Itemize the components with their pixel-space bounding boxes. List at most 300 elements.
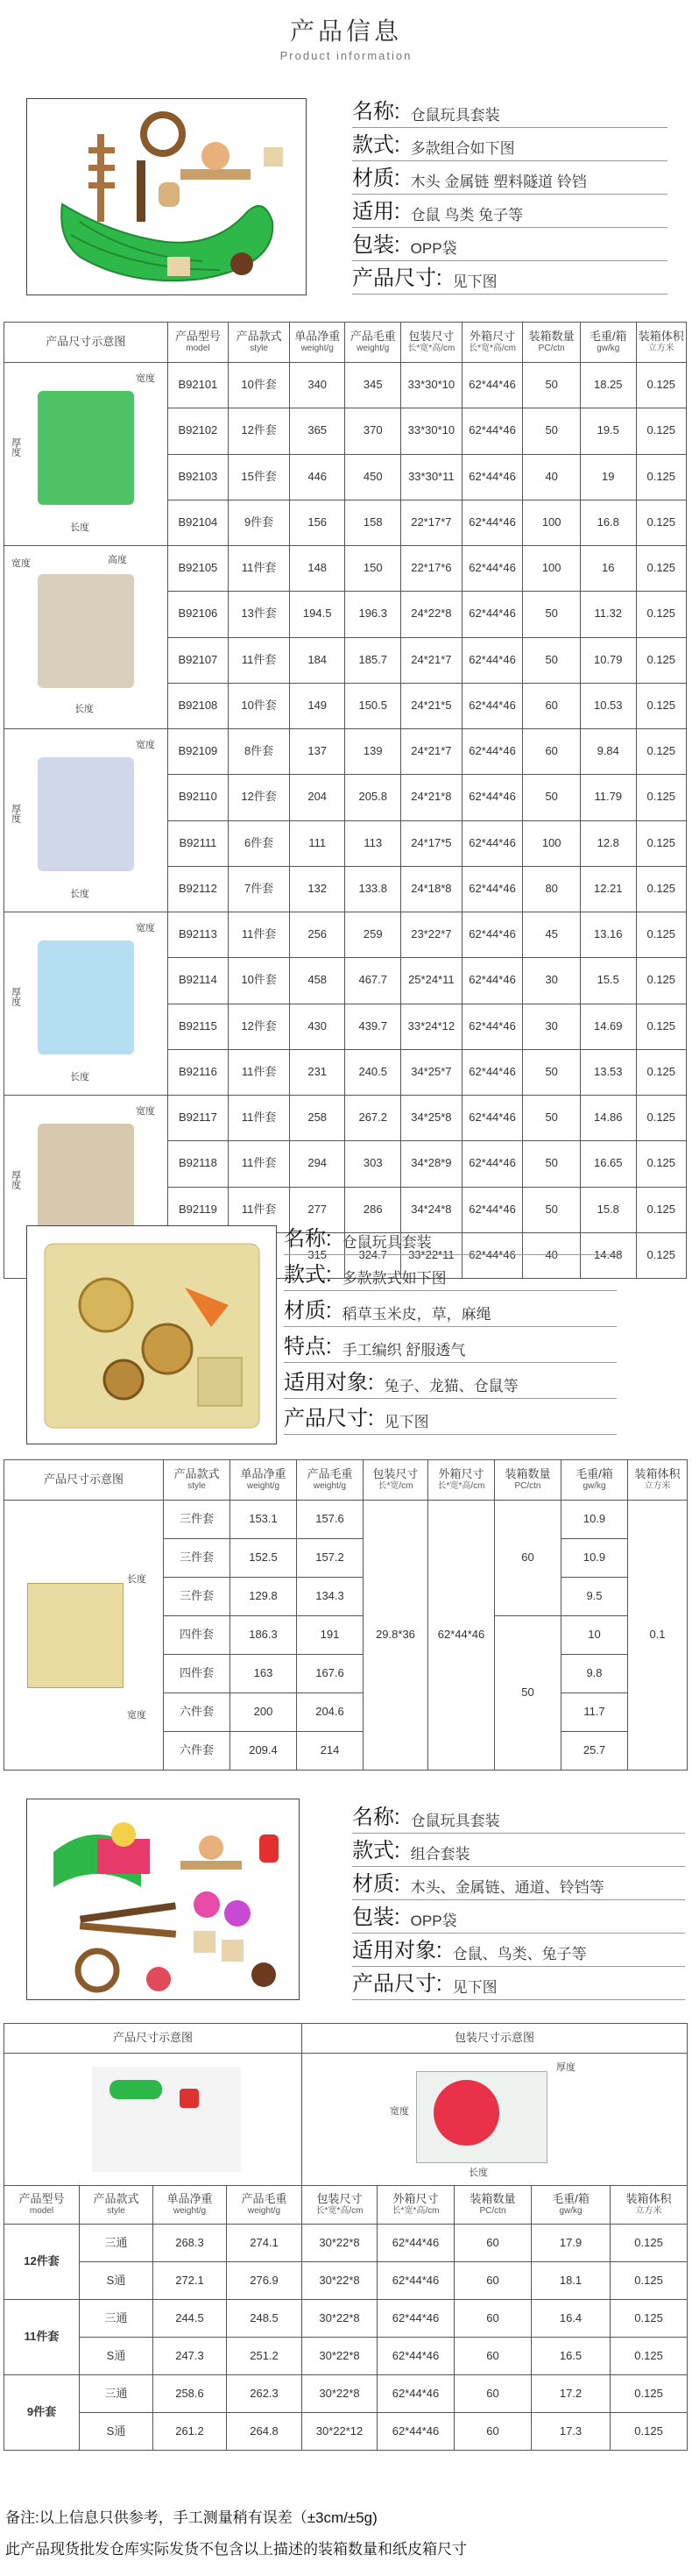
table-row	[4, 1096, 687, 1141]
cell: 184	[289, 637, 345, 683]
cell: 10.53	[580, 683, 636, 728]
info-key: 包装:	[352, 233, 400, 257]
cell: 19	[580, 454, 636, 500]
cell: 11件套	[229, 1141, 290, 1187]
cell: 100	[523, 820, 581, 866]
cell: 60	[523, 729, 581, 775]
dim-label-thickness: 厚度	[10, 987, 21, 1006]
cell: 50	[523, 1049, 581, 1095]
info-key: 包装:	[352, 1905, 400, 1929]
cell: 0.125	[636, 912, 686, 958]
cell: 132	[289, 866, 345, 912]
cell: 62*44*46	[462, 729, 523, 775]
info-value: 仓鼠玩具套装	[342, 1234, 432, 1251]
cell: 261.2	[153, 2413, 227, 2451]
cell: 294	[289, 1141, 345, 1187]
cell: 0.125	[636, 683, 686, 728]
cell: 62*44*46	[462, 500, 523, 545]
cell: 62*44*46	[428, 1501, 495, 1771]
cell: B92119	[167, 1187, 229, 1232]
cell: B92102	[167, 408, 229, 454]
cell: 303	[345, 1141, 401, 1187]
cell: 153.1	[230, 1501, 297, 1539]
cell: 0.125	[636, 1049, 686, 1095]
cell: 80	[523, 866, 581, 912]
cell: 60	[523, 683, 581, 728]
cell: B92113	[167, 912, 229, 958]
cell: 267.2	[345, 1096, 401, 1141]
cell: 三通	[80, 2225, 153, 2262]
col-header: 外箱尺寸 长*宽*高/cm	[378, 2186, 455, 2225]
cell: 186.3	[230, 1616, 297, 1655]
dim-label-width: 宽度	[136, 373, 155, 384]
cell: 167.6	[297, 1655, 364, 1693]
col-header: 装箱体积 立方米	[611, 2186, 688, 2225]
spec-table-set3	[4, 2023, 688, 2451]
cell: 10件套	[229, 958, 290, 1004]
info-key: 产品尺寸:	[352, 1972, 442, 1996]
cell: 194.5	[289, 592, 345, 637]
cell: 111	[289, 820, 345, 866]
cell: 62*44*46	[378, 2262, 455, 2300]
cell: 62*44*46	[462, 1232, 523, 1278]
cell: 三通	[80, 2375, 153, 2413]
cell: 六件套	[164, 1732, 230, 1771]
cell: 62*44*46	[462, 1187, 523, 1232]
cell: 152.5	[230, 1539, 297, 1578]
cell: 62*44*46	[462, 820, 523, 866]
cell: 158	[345, 500, 401, 545]
cell: S通	[80, 2413, 153, 2451]
cell: 0.125	[611, 2225, 688, 2262]
cell: 33*30*11	[401, 454, 463, 500]
cell: 25.7	[561, 1732, 628, 1771]
cell: B92107	[167, 637, 229, 683]
cell: 240.5	[345, 1049, 401, 1095]
info-value: 见下图	[452, 1979, 498, 1996]
col-header: 毛重/箱 gw/kg	[532, 2186, 611, 2225]
cell: 22*17*7	[401, 500, 463, 545]
cell: 9.8	[561, 1655, 628, 1693]
cell: 205.8	[345, 775, 401, 820]
diagram-cell	[4, 546, 168, 729]
dim-label-width: 宽度	[136, 923, 155, 933]
cell: 149	[289, 683, 345, 728]
cell: 15.8	[580, 1187, 636, 1232]
cell: 11.32	[580, 592, 636, 637]
dim-label-width: 宽度	[390, 2106, 410, 2117]
cell: 30*22*8	[302, 2300, 378, 2338]
dim-label-length: 长度	[469, 2168, 489, 2178]
table-row	[4, 363, 687, 408]
cell: 62*44*46	[462, 592, 523, 637]
cell: 四件套	[164, 1616, 230, 1655]
cell: 156	[289, 500, 345, 545]
info-key: 款式:	[352, 1839, 400, 1863]
cell: 0.125	[611, 2375, 688, 2413]
cell: B92116	[167, 1049, 229, 1095]
page-subtitle: Product information	[279, 49, 413, 62]
cell: 30*22*8	[302, 2225, 378, 2262]
table-row	[4, 546, 687, 592]
diagram-cell	[4, 912, 168, 1096]
cell: 13.53	[580, 1049, 636, 1095]
product-image-set1	[26, 98, 307, 295]
info-value: 组合套装	[410, 1846, 470, 1863]
cell: 17.3	[532, 2413, 611, 2451]
dim-label-width: 宽度	[127, 1709, 146, 1721]
spec-table-set2	[4, 1459, 688, 1771]
cell: 340	[289, 363, 345, 408]
cell: 60	[455, 2338, 532, 2375]
cell: 0.125	[636, 500, 686, 545]
cell: 12件套	[229, 1004, 290, 1049]
cell: 24*21*8	[401, 775, 463, 820]
table-row	[4, 2375, 688, 2413]
cell: 62*44*46	[378, 2338, 455, 2375]
cell: 40	[523, 454, 581, 500]
info-key: 材质:	[352, 1872, 400, 1896]
info-key: 材质:	[284, 1299, 332, 1323]
cell: 11.79	[580, 775, 636, 820]
cell: 16.8	[580, 500, 636, 545]
cell: 16.65	[580, 1141, 636, 1187]
info-key: 款式:	[352, 133, 400, 157]
cell: 467.7	[345, 958, 401, 1004]
cell: 100	[523, 546, 581, 592]
col-header: 产品毛重 weight/g	[345, 323, 401, 363]
cell: 11.7	[561, 1693, 628, 1732]
cell: 16	[580, 546, 636, 592]
cell: S通	[80, 2338, 153, 2375]
info-block-set2	[284, 1225, 617, 1444]
cell: 0.125	[636, 729, 686, 775]
cell: 62*44*46	[462, 1096, 523, 1141]
info-value: 多款组合如下图	[410, 140, 515, 157]
cell: 29.8*36	[364, 1501, 428, 1771]
cell: 0.125	[611, 2413, 688, 2451]
cell: 62*44*46	[462, 1004, 523, 1049]
cell: 11件套	[229, 546, 290, 592]
cell: 12.21	[580, 866, 636, 912]
cell: 11件套	[229, 1187, 290, 1232]
info-key: 适用对象:	[352, 1939, 442, 1962]
col-header-diagram: 产品尺寸示意图	[4, 1460, 164, 1501]
cell: 33*24*12	[401, 1004, 463, 1049]
cell: 12.8	[580, 820, 636, 866]
cell: 16.5	[532, 2338, 611, 2375]
cell: 458	[289, 958, 345, 1004]
cell: 0.125	[636, 958, 686, 1004]
cell: 15件套	[229, 454, 290, 500]
cell: 10	[561, 1616, 628, 1655]
cell: 50	[523, 775, 581, 820]
dim-label-length: 长度	[70, 1072, 89, 1082]
cell: 17.2	[532, 2375, 611, 2413]
cell: 200	[230, 1693, 297, 1732]
info-key: 适用:	[352, 200, 400, 224]
cell: 18.1	[532, 2262, 611, 2300]
info-key: 适用对象:	[284, 1371, 374, 1394]
cell: 14.86	[580, 1096, 636, 1141]
cell: 133.8	[345, 866, 401, 912]
cell: 30	[523, 958, 581, 1004]
cell: B92103	[167, 454, 229, 500]
col-header: 装箱数量 PC/ctn	[455, 2186, 532, 2225]
info-key: 材质:	[352, 167, 400, 190]
cell: 10.9	[561, 1539, 628, 1578]
info-value: 多款款式如下图	[342, 1270, 447, 1287]
cell: 33*30*10	[401, 363, 463, 408]
cell: 50	[523, 637, 581, 683]
cell: 450	[345, 454, 401, 500]
cell: 0.125	[636, 1004, 686, 1049]
cell: 6件套	[229, 820, 290, 866]
info-value: 仓鼠、鸟类、兔子等	[452, 1946, 587, 1962]
col-header: 产品款式 style	[229, 323, 290, 363]
cell: S通	[80, 2262, 153, 2300]
cell: 0.125	[636, 363, 686, 408]
cell: 137	[289, 729, 345, 775]
cell: B92108	[167, 683, 229, 728]
product-diagram-cell	[4, 2054, 302, 2186]
cell: 30*22*8	[302, 2262, 378, 2300]
cell: 264.8	[227, 2413, 302, 2451]
dim-label-height: 高度	[108, 555, 127, 565]
dim-label-width: 宽度	[136, 740, 155, 750]
cell: 258	[289, 1096, 345, 1141]
cell: 0.125	[611, 2262, 688, 2300]
cell: 9件套	[229, 500, 290, 545]
table-row	[4, 2338, 688, 2375]
info-key: 名称:	[352, 100, 400, 124]
cell: 34*28*9	[401, 1141, 463, 1187]
cell: 62*44*46	[462, 775, 523, 820]
cell: 10.79	[580, 637, 636, 683]
cell: 60	[455, 2413, 532, 2451]
cell: 446	[289, 454, 345, 500]
cell: 430	[289, 1004, 345, 1049]
cell: 139	[345, 729, 401, 775]
cell: 62*44*46	[378, 2413, 455, 2451]
cell: 7件套	[229, 866, 290, 912]
cell: 157.2	[297, 1539, 364, 1578]
cell: 24*21*7	[401, 729, 463, 775]
cell: 163	[230, 1655, 297, 1693]
cell: 9.5	[561, 1578, 628, 1616]
cell: 45	[523, 912, 581, 958]
product-photo	[38, 757, 134, 871]
col-header: 产品款式 style	[80, 2186, 153, 2225]
cell: 129.8	[230, 1578, 297, 1616]
cell: 62*44*46	[462, 408, 523, 454]
info-value: 仓鼠 鸟类 兔子等	[410, 207, 524, 224]
cell: 30*22*12	[302, 2413, 378, 2451]
cell: 0.125	[636, 1096, 686, 1141]
cell: 62*44*46	[462, 683, 523, 728]
cell: 34*25*8	[401, 1096, 463, 1141]
cell: 62*44*46	[462, 958, 523, 1004]
dim-label-length: 长度	[70, 522, 89, 533]
cell: 13.16	[580, 912, 636, 958]
cell: 365	[289, 408, 345, 454]
page-title: 产品信息	[289, 18, 402, 45]
cell: 231	[289, 1049, 345, 1095]
cell: 四件套	[164, 1655, 230, 1693]
col-header: 外箱尺寸 长*宽*高/cm	[462, 323, 523, 363]
model-cell: 12件套	[4, 2225, 80, 2300]
cell: 50	[523, 1187, 581, 1232]
cell: 62*44*46	[462, 546, 523, 592]
cell: 六件套	[164, 1693, 230, 1732]
cell: 204	[289, 775, 345, 820]
table-row	[4, 2413, 688, 2451]
cell: 62*44*46	[462, 912, 523, 958]
cell: 11件套	[229, 637, 290, 683]
cell: 62*44*46	[462, 866, 523, 912]
info-key: 款式:	[284, 1263, 332, 1287]
col-header: 装箱数量 PC/ctn	[523, 323, 581, 363]
diagram-cell	[4, 1501, 164, 1771]
cell: 113	[345, 820, 401, 866]
cell: 0.125	[636, 1232, 686, 1278]
cell: 185.7	[345, 637, 401, 683]
cell: 0.1	[628, 1501, 688, 1771]
note-line-2: 此产品现货批发仓库实际发货不包含以上描述的装箱数量和纸皮箱尺寸	[5, 2541, 467, 2558]
dim-label-length: 长度	[70, 889, 89, 899]
cell: 25*24*11	[401, 958, 463, 1004]
cell: 214	[297, 1732, 364, 1771]
info-value: 兔子、龙猫、仓鼠等	[384, 1378, 519, 1394]
col-header: 包装尺寸 长*宽*高/cm	[302, 2186, 378, 2225]
cell: 11件套	[229, 1049, 290, 1095]
info-value: 仓鼠玩具套装	[410, 107, 500, 124]
cell: 62*44*46	[378, 2300, 455, 2338]
cell: 148	[289, 546, 345, 592]
cell: 262.3	[227, 2375, 302, 2413]
cell: 62*44*46	[378, 2375, 455, 2413]
info-value: 见下图	[452, 273, 498, 290]
note-line-1: 备注:以上信息只供参考，手工测量稍有误差（±3cm/±5g)	[5, 2509, 378, 2526]
col-header: 产品型号 model	[167, 323, 229, 363]
cell: 12件套	[229, 775, 290, 820]
cell: B92111	[167, 820, 229, 866]
product-image-set2	[26, 1225, 277, 1444]
cell: 8件套	[229, 729, 290, 775]
cell: B92105	[167, 546, 229, 592]
cell: 0.125	[611, 2338, 688, 2375]
info-value: 见下图	[384, 1414, 429, 1430]
cell: 33*30*10	[401, 408, 463, 454]
table-row	[4, 912, 687, 958]
cell: B92101	[167, 363, 229, 408]
cell: 60	[495, 1501, 561, 1616]
col-header: 产品毛重 weight/g	[297, 1460, 364, 1501]
toy-set3-illustration	[27, 1799, 300, 2000]
cell: 30*22*8	[302, 2375, 378, 2413]
cell: 19.5	[580, 408, 636, 454]
model-cell: 9件套	[4, 2375, 80, 2451]
cell: 15.5	[580, 958, 636, 1004]
cell: 0.125	[636, 866, 686, 912]
cell: 16.4	[532, 2300, 611, 2338]
col-header: 装箱体积 立方米	[628, 1460, 688, 1501]
cell: 62*44*46	[462, 363, 523, 408]
toy-set1-illustration	[27, 99, 307, 295]
cell: B92104	[167, 500, 229, 545]
info-key: 名称:	[284, 1227, 332, 1251]
cell: 204.6	[297, 1693, 364, 1732]
product-photo	[38, 574, 134, 688]
cell: 10件套	[229, 363, 290, 408]
cell: 50	[523, 1096, 581, 1141]
cell: 0.125	[611, 2300, 688, 2338]
cell: 196.3	[345, 592, 401, 637]
cell: 24*21*7	[401, 637, 463, 683]
cell: 60	[455, 2300, 532, 2338]
info-value: 木头 金属链 塑料隧道 铃铛	[410, 174, 587, 190]
cell: 三件套	[164, 1578, 230, 1616]
cell: 10件套	[229, 683, 290, 728]
product-image-set3	[26, 1799, 300, 2000]
cell: 24*21*5	[401, 683, 463, 728]
diagram-cell	[4, 363, 168, 546]
cell: 24*18*8	[401, 866, 463, 912]
col-header: 单品净重 weight/g	[289, 323, 345, 363]
cell: 14.69	[580, 1004, 636, 1049]
col-header: 毛重/箱 gw/kg	[580, 323, 636, 363]
cell: 370	[345, 408, 401, 454]
cell: 33*22*11	[401, 1232, 463, 1278]
cell: 24*22*8	[401, 592, 463, 637]
cell: 62*44*46	[462, 454, 523, 500]
cell: 157.6	[297, 1501, 364, 1539]
cell: 0.125	[636, 1141, 686, 1187]
cell: B92114	[167, 958, 229, 1004]
cell: 62*44*46	[462, 1141, 523, 1187]
cell: 11件套	[229, 912, 290, 958]
col-header-diagram: 产品尺寸示意图	[4, 323, 168, 363]
cell: B92106	[167, 592, 229, 637]
cell: 247.3	[153, 2338, 227, 2375]
col-header: 包装尺寸 长*宽*高/cm	[401, 323, 463, 363]
dim-label-width: 宽度	[136, 1106, 155, 1117]
cell: 10.9	[561, 1501, 628, 1539]
info-block-set3	[352, 1804, 685, 2005]
cell: 11件套	[229, 1096, 290, 1141]
cell: 315	[289, 1232, 345, 1278]
table-row	[4, 2300, 688, 2338]
cell: 60	[455, 2262, 532, 2300]
cell: B92115	[167, 1004, 229, 1049]
col-header: 包装尺寸 长*宽/cm	[364, 1460, 428, 1501]
product-photo	[38, 391, 134, 505]
cell: 0.125	[636, 546, 686, 592]
cell: 0.125	[636, 775, 686, 820]
cell: 439.7	[345, 1004, 401, 1049]
col-header: 外箱尺寸 长*宽*高/cm	[428, 1460, 495, 1501]
col-header: 产品型号 model	[4, 2186, 80, 2225]
cell: 60	[455, 2375, 532, 2413]
product-photo	[38, 940, 134, 1054]
cell: 34*24*8	[401, 1187, 463, 1232]
cell: 134.3	[297, 1578, 364, 1616]
info-value: 仓鼠玩具套装	[410, 1813, 500, 1829]
package-diagram-cell	[302, 2054, 688, 2186]
straw-toy-illustration	[27, 1226, 277, 1444]
cell: 268.3	[153, 2225, 227, 2262]
cell: 34*25*7	[401, 1049, 463, 1095]
